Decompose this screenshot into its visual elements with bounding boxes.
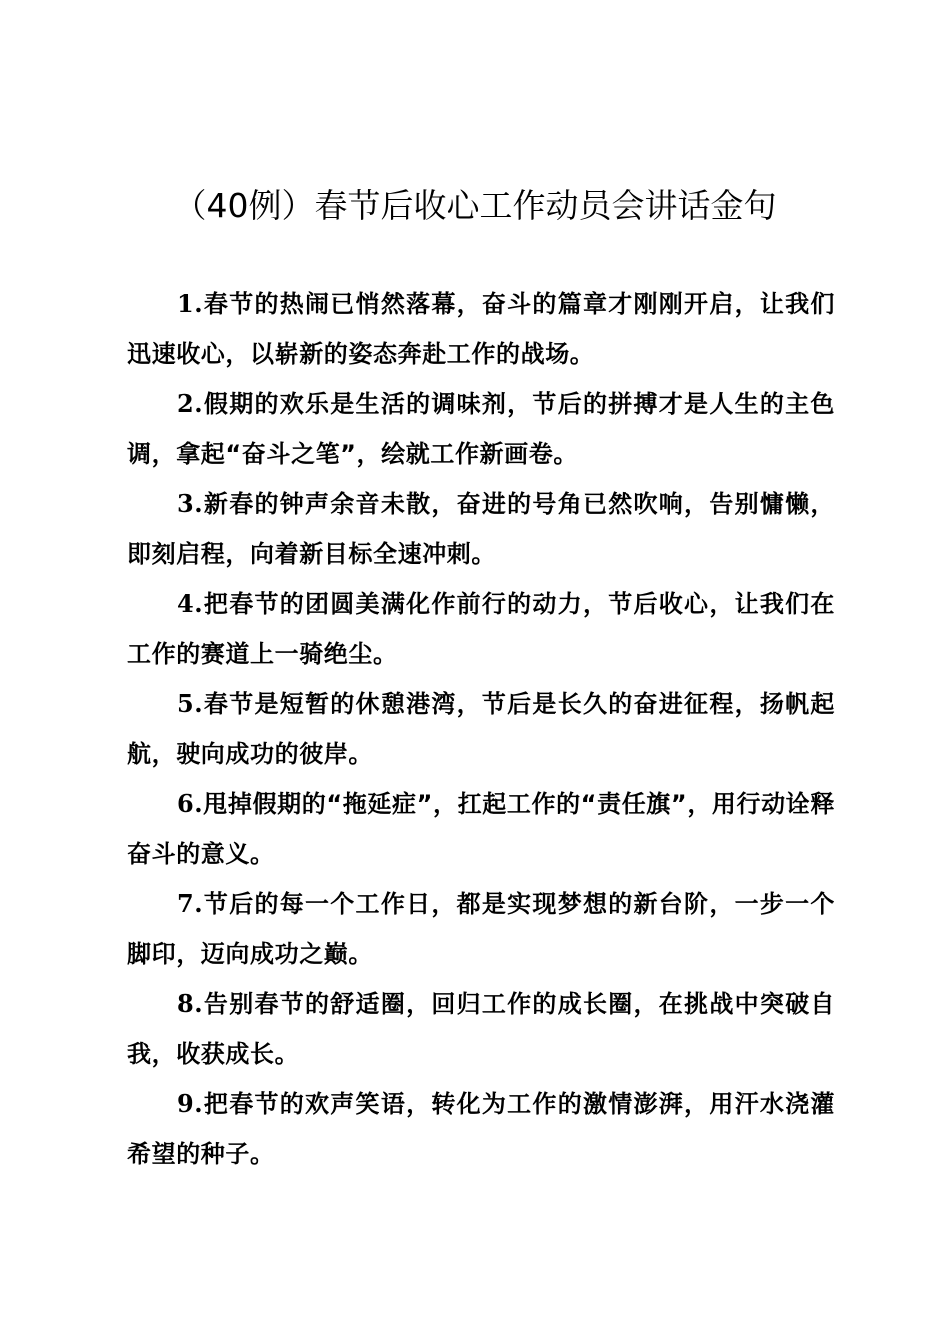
item-text: 告别春节的舒适圈，回归工作的成长圈，在挑战中突破自我，收获成长。 bbox=[127, 990, 835, 1068]
list-item bbox=[127, 479, 835, 579]
item-number: 2. bbox=[177, 389, 204, 418]
list-item bbox=[127, 879, 835, 979]
item-text: 春节的热闹已悄然落幕，奋斗的篇章才刚刚开启，让我们迅速收心，以崭新的姿态奔赴工作的战场。 bbox=[127, 290, 835, 368]
item-number: 8. bbox=[177, 989, 204, 1018]
item-number: 9. bbox=[177, 1089, 204, 1118]
list-item bbox=[127, 379, 835, 479]
list-item bbox=[127, 979, 835, 1079]
item-number: 3. bbox=[177, 489, 204, 518]
list-item bbox=[127, 279, 835, 379]
list-item bbox=[127, 1079, 835, 1179]
item-number: 4. bbox=[177, 589, 204, 618]
item-number: 5. bbox=[177, 689, 204, 718]
quote-list bbox=[127, 279, 835, 1179]
item-number: 6. bbox=[177, 789, 204, 818]
item-text: 甩掉假期的“拖延症”，扛起工作的“责任旗”，用行动诠释奋斗的意义。 bbox=[127, 790, 835, 868]
item-number: 1. bbox=[177, 289, 204, 318]
item-text: 春节是短暂的休憩港湾，节后是长久的奋进征程，扬帆起航，驶向成功的彼岸。 bbox=[127, 690, 835, 768]
list-item bbox=[127, 779, 835, 879]
item-text: 假期的欢乐是生活的调味剂，节后的拼搏才是人生的主色调，拿起“奋斗之笔”，绘就工作新画卷。 bbox=[127, 390, 835, 468]
item-text: 把春节的欢声笑语，转化为工作的激情澎湃，用汗水浇灌希望的种子。 bbox=[127, 1090, 835, 1168]
item-text: 把春节的团圆美满化作前行的动力，节后收心，让我们在工作的赛道上一骑绝尘。 bbox=[127, 590, 835, 668]
list-item bbox=[127, 579, 835, 679]
item-text: 新春的钟声余音未散，奋进的号角已然吹响，告别慵懒，即刻启程，向着新目标全速冲刺。 bbox=[127, 490, 835, 568]
item-text: 节后的每一个工作日，都是实现梦想的新台阶，一步一个脚印，迈向成功之巅。 bbox=[127, 890, 835, 968]
item-number: 7. bbox=[177, 889, 204, 918]
list-item bbox=[127, 679, 835, 779]
document-title: （40例）春节后收心工作动员会讲话金句 bbox=[173, 186, 777, 225]
